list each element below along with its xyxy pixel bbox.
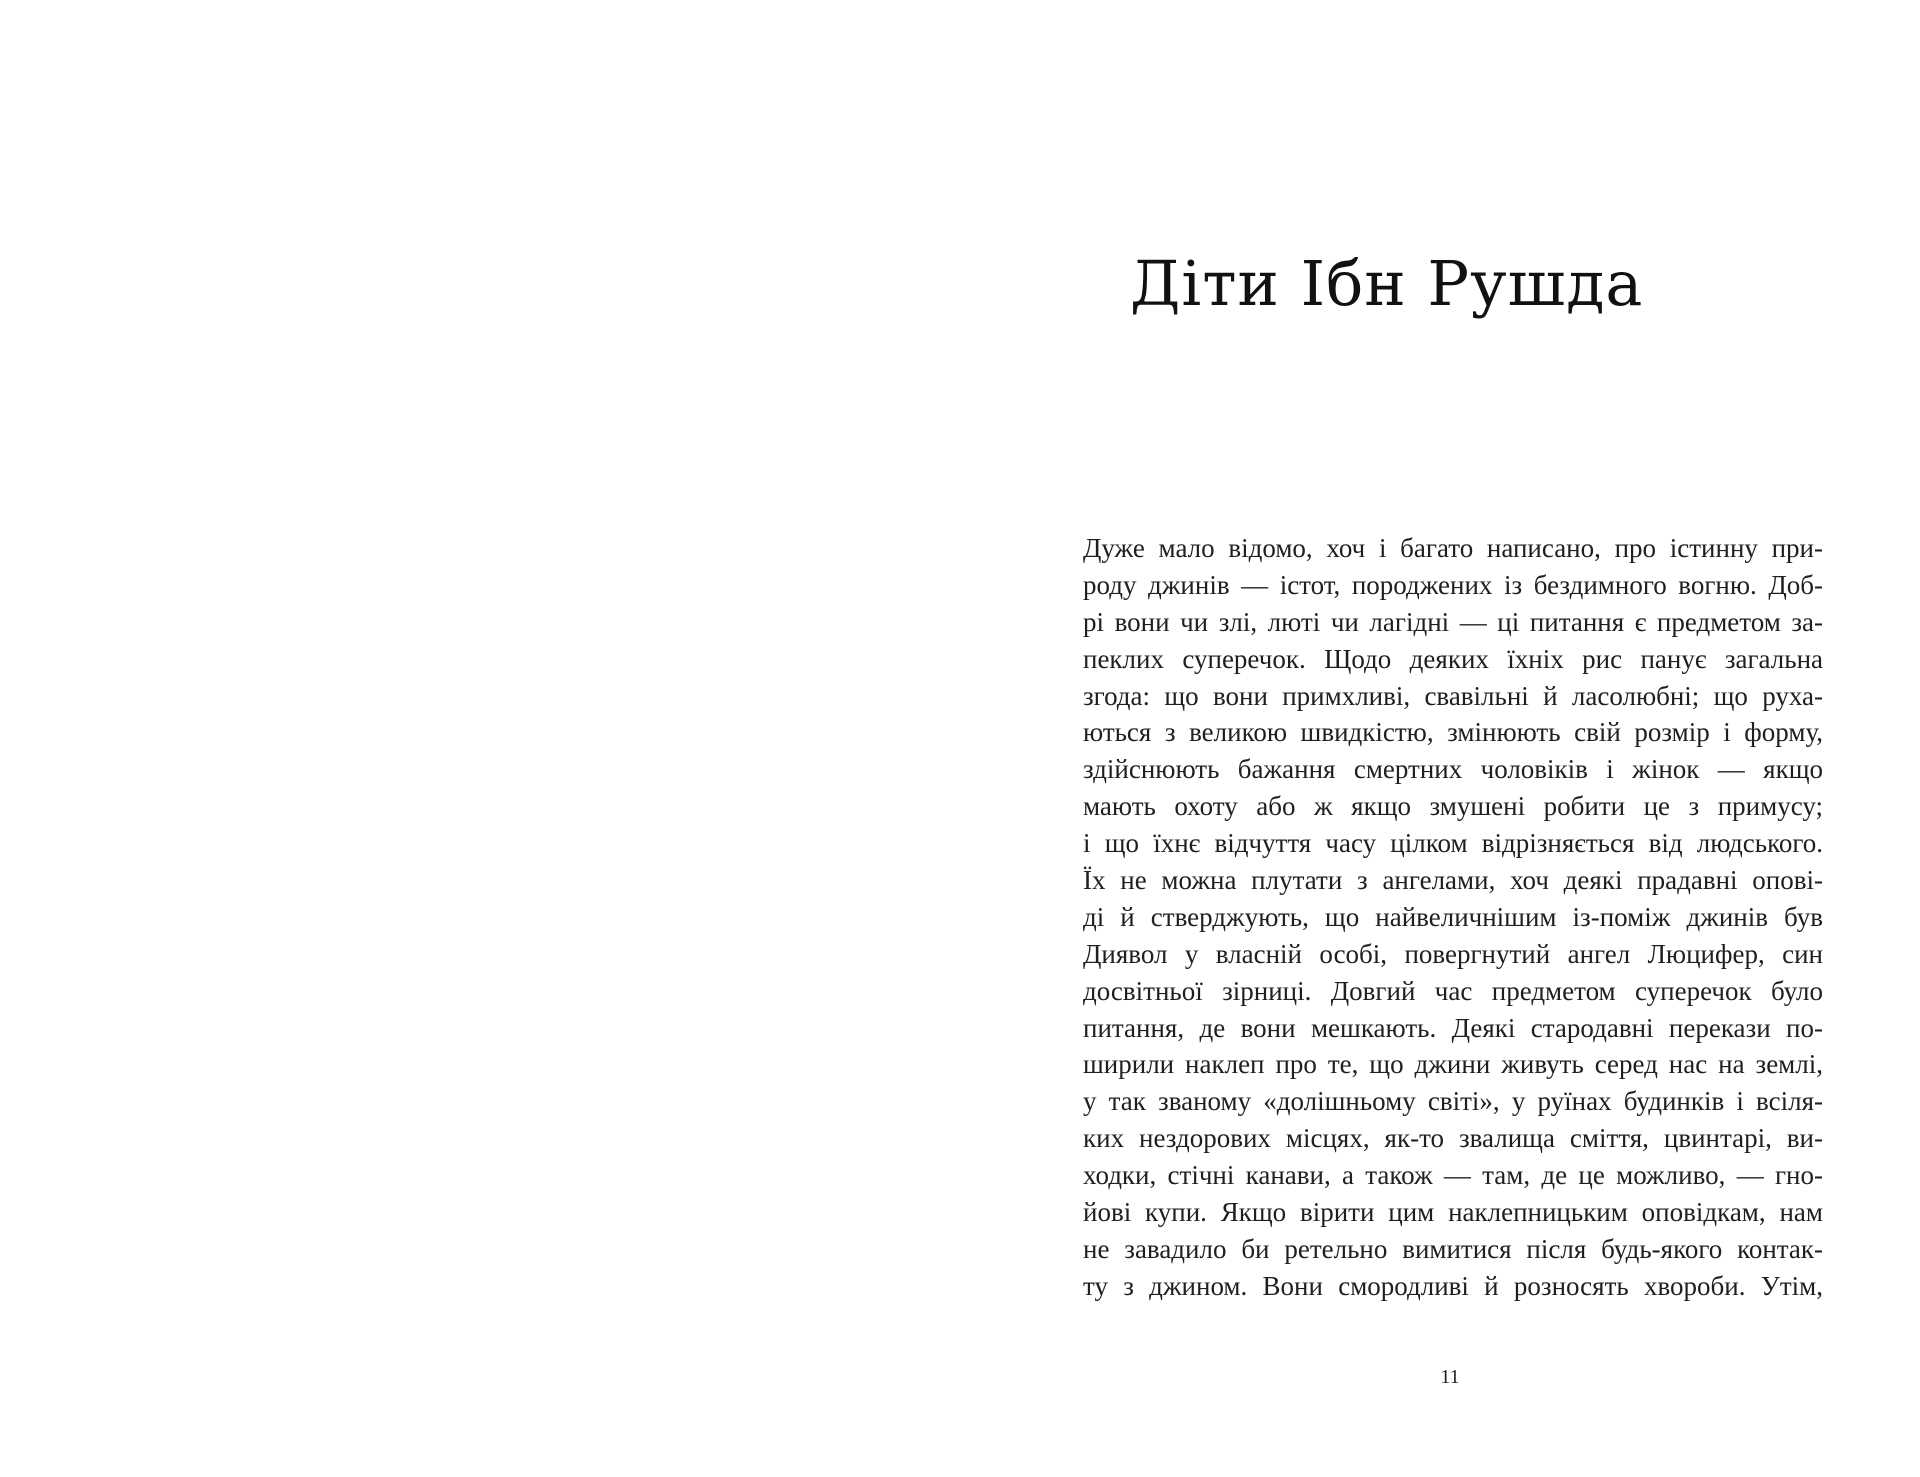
text-line: пеклих суперечок. Щодо деяких їхніх рис панує загальна (1083, 643, 1823, 674)
text-line: Диявол у власній особі, повергнутий ангел Люцифер, син (1083, 938, 1823, 969)
text-line: у так званому «долішньому світі», у руїнах будинків і всіля- (1083, 1086, 1823, 1117)
text-line: Дуже мало відомо, хоч і багато написано, про істинну при- (1083, 533, 1823, 563)
text-line: і що їхнє відчуття часу цілком відрізняється від людського. (1083, 828, 1823, 859)
text-line: питання, де вони мешкають. Деякі стародавні перекази по- (1083, 1012, 1823, 1043)
chapter-title: Діти Ібн Рушда (1130, 247, 1644, 320)
text-line: ються з великою швидкістю, змінюють свій розмір і форму, (1083, 717, 1823, 748)
text-line: рі вони чи злі, люті чи лагідні — ці питання є предметом за- (1083, 606, 1823, 637)
text-line: не завадило би ретельно вимитися після будь-якого контак- (1083, 1233, 1823, 1264)
text-line: ширили наклеп про те, що джини живуть серед нас на землі, (1083, 1049, 1823, 1080)
page-number: 11 (1440, 1366, 1460, 1388)
text-line: досвітньої зірниці. Довгий час предметом суперечок було (1083, 975, 1823, 1006)
body-paragraph (1083, 530, 1823, 1305)
text-line: ких нездорових місцях, як-то звалища сміття, цвинтарі, ви- (1083, 1123, 1823, 1154)
text-line: Їх не можна плутати з ангелами, хоч деякі прадавні опові- (1083, 865, 1823, 896)
text-line: ту з джином. Вони смородливі й розносять хвороби. Утім, (1083, 1270, 1823, 1301)
text-line: ді й стверджують, що найвеличнішим із-поміж джинів був (1083, 901, 1823, 932)
text-line: роду джинів — істот, породжених із бездимного вогню. Доб- (1083, 569, 1823, 600)
text-line: здійснюють бажання смертних чоловіків і жінок — якщо (1083, 754, 1823, 785)
text-line: згода: що вони примхливі, свавільні й ласолюбні; що руха- (1083, 680, 1823, 711)
text-line: йові купи. Якщо вірити цим наклепницьким оповідкам, нам (1083, 1197, 1823, 1228)
text-line: мають охоту або ж якщо змушені робити це з примусу; (1083, 791, 1823, 822)
text-line: ходки, стічні канави, а також — там, де це можливо, — гно- (1083, 1160, 1823, 1191)
